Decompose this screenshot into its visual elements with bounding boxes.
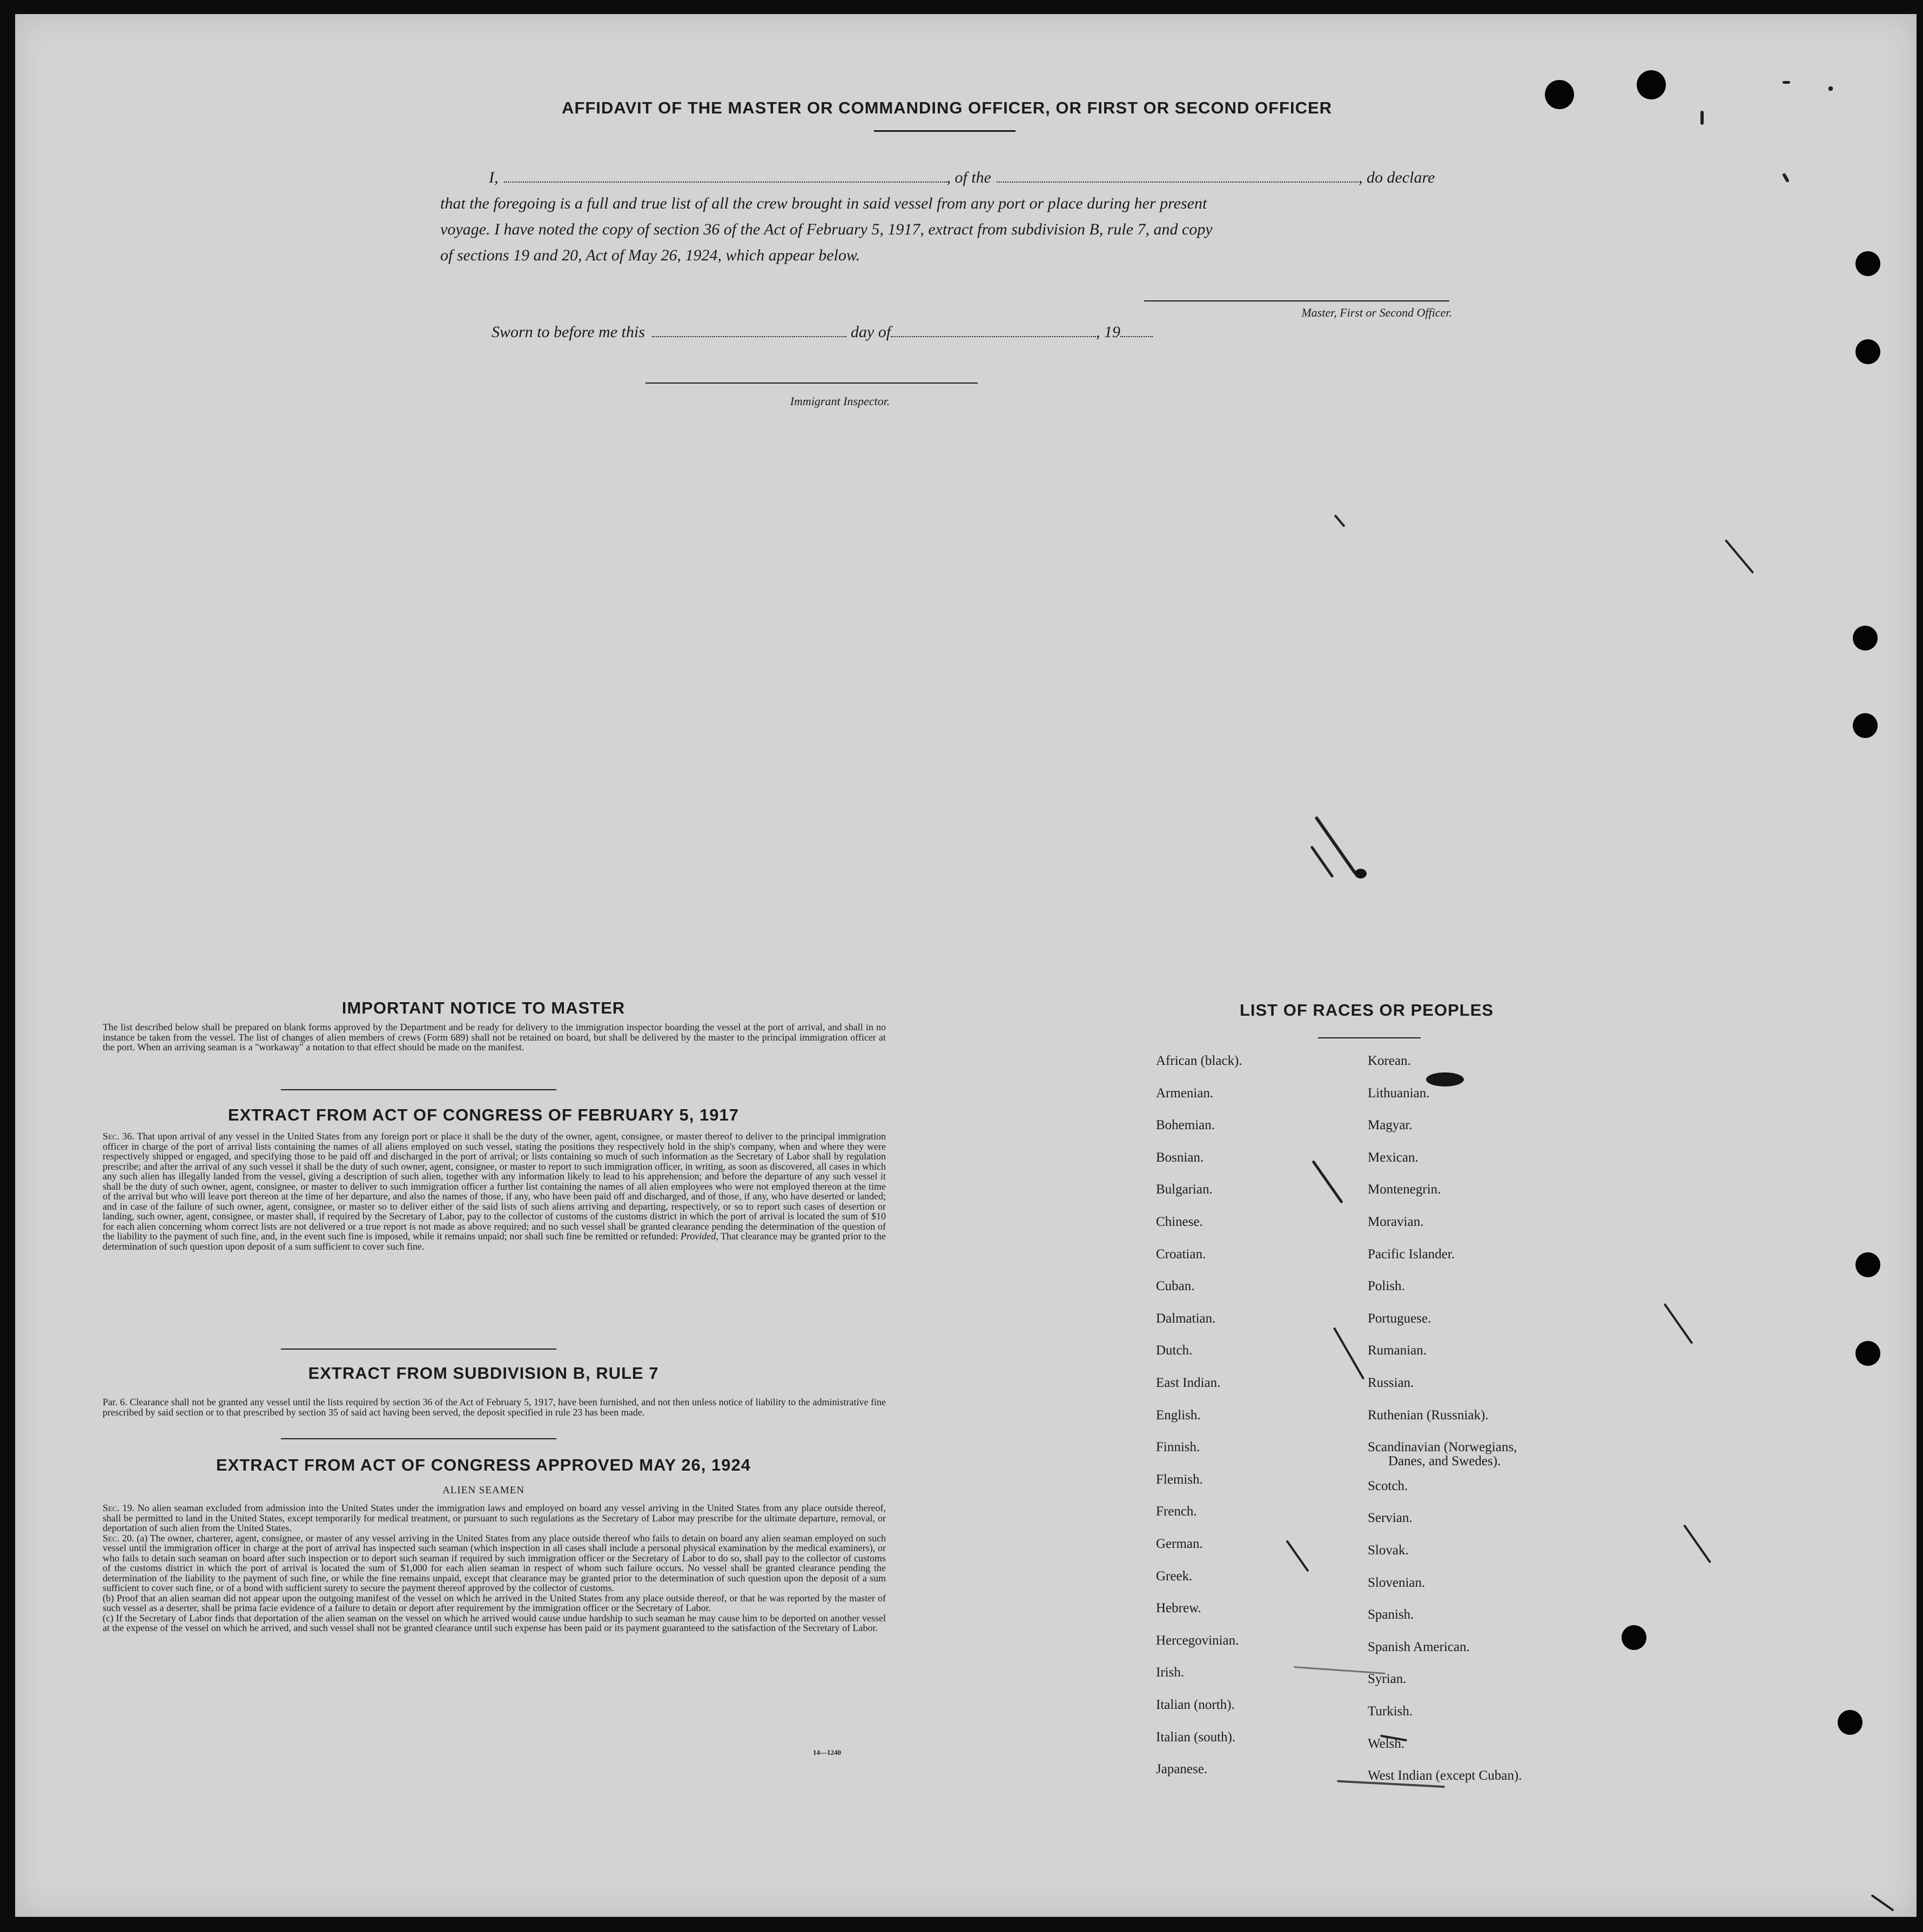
punch-hole [1853, 626, 1878, 650]
race-item-right: Korean. [1368, 1054, 1411, 1068]
race-item-right: West Indian (except Cuban). [1368, 1768, 1522, 1783]
sec-36-text: That upon arrival of any vessel in the United States from any foreign port or place it shall be the duty of the owner, agent, consignee, or master thereof to deliver to the principal immigration officer in charge of the port of arrival lists containing the names of all aliens employed on such vessel, stating the positions they respectively hold in the ship's company, when and where they were respectively shipped or engaged, and specifying those to be paid off and discharged in the port of arrival; or lists containing so much of such information as the Secretary of Labor shall by regulation prescribe; and after the arrival of any such vessel it shall be the duty of such owner, agent, consignee, or master to report to such immigration officer, in writing, as soon as discovered, all cases in which any such alien has illegally landed from the vessel, giving a description of such alien, together with any information likely to lead to his apprehension; and before the departure of any such vessel it shall be the duty of such owner, agent, consignee, or master to deliver to such immigration officer a further list containing the names of all alien employees who were not employed thereon at the time of the arrival but who will leave port thereon at the time of her departure, and also the names of those, if any, who have been paid off and discharged, and of those, if any, who have deserted or landed; and in case of the failure of such owner, agent, consignee, or master so to deliver either of the said lists of such aliens arriving and departing, respectively, or so to report such cases of desertion or landing, such owner, agent, consignee, or master shall, if required by the Secretary of Labor, pay to the collector of customs of the customs district in which the port of arrival is located the sum of $10 for each alien concerning whom correct lists are not delivered or a true report is not made as above required; and no such vessel shall be granted clearance pending the determination of the question of the liability to the payment of such fine, and, in the event such fine is imposed, while it remains unpaid; nor shall such fine be remitted or refunded: [103, 1131, 886, 1242]
extract-rule7-title: EXTRACT FROM SUBDIVISION B, RULE 7 [308, 1364, 659, 1383]
signature-line[interactable] [1144, 300, 1449, 301]
punch-hole [1637, 70, 1666, 99]
sec-20-a-text: (a) The owner, charterer, agent, consignee, or master of any vessel arriving in the United States from any place outside thereof who fails to detain on board any alien seaman employed on such vessel until the immigration officer in charge at the port of arrival has inspected such seaman (which inspection in all cases shall include a personal physical examination by the medical examiners), or who fails to detain such seaman on board after such inspection or to deport such seaman if required by such immigration officer or the Secretary of Labor to do so, shall pay to the collector of customs of the customs district in which the port of arrival is located the sum of $1,000 for each alien seaman in respect of whom such failure occurs. No vessel shall be granted clearance pending the determination of the liability to the payment of such fine, or while the fine remains unpaid, except that clearance may be granted prior to the determination of such question upon the deposit of a sum sufficient to cover such fine, or of a bond with sufficient surety to secure the payment thereof approved by the collector of customs. [103, 1532, 886, 1593]
race-item-right: Welsh. [1368, 1736, 1405, 1751]
race-item-left: Bulgarian. [1156, 1182, 1213, 1197]
race-item-right: Syrian. [1368, 1672, 1407, 1687]
sworn-statement [492, 323, 1153, 341]
ink-blot [1355, 869, 1367, 878]
alien-seamen-subtitle: ALIEN SEAMEN [442, 1485, 525, 1496]
ink-blot [1426, 1072, 1464, 1086]
affidavit-title: AFFIDAVIT OF THE MASTER OR COMMANDING OFFICER, OR FIRST OR SECOND OFFICER [562, 98, 1333, 117]
sec-20-label: Sec. 20. [103, 1532, 135, 1544]
race-item-right: Portuguese. [1368, 1311, 1431, 1326]
race-item-left: Armenian. [1156, 1085, 1214, 1101]
sec-19-text: No alien seaman excluded from admission into the United States under the immigration laws and employed on board any vessel arriving in the United States from any place outside thereof, shall be permitted to land in the United States, except temporarily for medical treatment, or pursuant to such regulations as the Secretary of Labor may prescribe for the ultimate departure, removal, or deportation of such alien from the United States. [103, 1502, 886, 1533]
sworn-year-blank[interactable] [1120, 336, 1153, 337]
race-item-left: Dalmatian. [1156, 1311, 1216, 1326]
race-item-left: African (black). [1156, 1054, 1242, 1068]
declaration-line-2: that the foregoing is a full and true list of all the crew brought in said vessel from any port or place during her present [440, 194, 1207, 212]
sworn-month-blank[interactable] [891, 336, 1096, 337]
punch-hole [1855, 339, 1880, 364]
provided-word: Provided, [680, 1231, 718, 1242]
declaration-of-the: , of the [946, 169, 991, 186]
race-item-right: Lithuanian. [1368, 1085, 1430, 1101]
race-item-left: East Indian. [1156, 1376, 1221, 1390]
sworn-day-of: day of [850, 323, 891, 341]
race-item-right: Montenegrin. [1368, 1182, 1441, 1197]
race-item-right: Ruthenian (Russniak). [1368, 1407, 1489, 1423]
extract-1917-title: EXTRACT FROM ACT OF CONGRESS OF FEBRUARY 5, 1917 [228, 1105, 739, 1124]
punch-hole [1855, 1341, 1880, 1366]
notice-text: The list described below shall be prepared on blank forms approved by the Department and be ready for delivery to the immigration inspector boarding the vessel at the port of arrival, and shall in no instance be taken from the vessel. The list of changes of alien members of crews (Form 689) shall not be retained on board, but shall be delivered by the master to the principal immigration officer at the port. When an arriving seaman is a "workaway" a notation to that effect should be made on the manifest. [103, 1022, 886, 1052]
ink-mark [1783, 81, 1790, 84]
punch-hole [1545, 80, 1574, 109]
vessel-name-blank[interactable] [997, 182, 1359, 183]
race-item-right: Slovenian. [1368, 1575, 1426, 1590]
punch-hole [1838, 1710, 1863, 1735]
race-item-right: Spanish American. [1368, 1639, 1470, 1654]
race-item-left: Chinese. [1156, 1215, 1203, 1229]
section-rule [281, 1349, 556, 1350]
race-item-left: Bosnian. [1156, 1150, 1204, 1165]
sec-36-label: Sec. 36. [103, 1131, 135, 1142]
races-title: LIST OF RACES OR PEOPLES [1239, 1001, 1494, 1019]
affidavit-declaration [440, 165, 1488, 269]
sec-20-c-text: (c) If the Secretary of Labor finds that deportation of the alien seaman on the vessel on which he arrived would cause undue hardship to such seaman he may cause him to be deported on another vessel at the expense of the vessel on which he arrived, and such vessel shall not be granted clearance until such expense has been paid or its payment guaranteed to the satisfaction of the Secretary of Labor. [103, 1612, 886, 1633]
sec-20-b-text: (b) Proof that an alien seaman did not appear upon the outgoing manifest of the vessel on which he arrived in the United States from any place outside thereof, or that he was reported by the master of such vessel as a deserter, shall be prima facie evidence of a failure to detain or deport after requirement by the immigration officer or the Secretary of Labor. [103, 1592, 886, 1613]
race-item-left: Japanese. [1156, 1762, 1208, 1777]
inspector-signature-line[interactable] [646, 383, 978, 384]
race-item-left: French. [1156, 1504, 1197, 1519]
declaration-line-4: of sections 19 and 20, Act of May 26, 1924, which appear below. [440, 246, 860, 264]
race-item-right: Spanish. [1368, 1607, 1414, 1622]
race-item-left: Italian (north). [1156, 1698, 1235, 1712]
punch-hole [1855, 251, 1880, 276]
declaration-do-declare: , do declare [1359, 169, 1435, 186]
race-item-left: Hebrew. [1156, 1601, 1201, 1616]
ink-mark [1828, 86, 1833, 91]
race-item-right: Turkish. [1368, 1704, 1413, 1719]
section-rule [281, 1438, 556, 1439]
race-item-left: Italian (south). [1156, 1729, 1236, 1745]
ink-mark [1700, 111, 1704, 125]
race-item-left: Greek. [1156, 1568, 1193, 1584]
race-item-left: Finnish. [1156, 1440, 1200, 1455]
race-item-right: Magyar. [1368, 1118, 1413, 1133]
race-item-right: Polish. [1368, 1279, 1405, 1294]
race-item-left: Bohemian. [1156, 1118, 1215, 1133]
sworn-prefix: Sworn to before me this [492, 323, 645, 341]
race-item-right: Pacific Islander. [1368, 1246, 1455, 1262]
race-item-right: Scotch. [1368, 1478, 1408, 1493]
race-item-left: Flemish. [1156, 1472, 1203, 1487]
race-item-left: Dutch. [1156, 1343, 1193, 1358]
notice-body [81, 1022, 886, 1052]
notice-title: IMPORTANT NOTICE TO MASTER [341, 998, 626, 1017]
extract-1924-title: EXTRACT FROM ACT OF CONGRESS APPROVED MAY 26, 1924 [216, 1455, 751, 1474]
race-item-right: Mexican. [1368, 1150, 1418, 1165]
punch-hole [1855, 1252, 1880, 1277]
inspector-caption: Immigrant Inspector. [790, 394, 890, 408]
sworn-day-blank[interactable] [652, 336, 846, 337]
rule7-text: Par. 6. Clearance shall not be granted any vessel until the lists required by section 36 of the Act of February 5, 1917, have been furnished, and not then unless notice of liability to the administrative fine prescribed by said section or to that prescribed by section 35 of said act having been served, the deposit specified in rule 23 has been made. [103, 1397, 886, 1418]
sworn-year-prefix: , 19 [1096, 323, 1121, 341]
signature-caption: Master, First or Second Officer. [1301, 306, 1452, 319]
sec-19-label: Sec. 19. [103, 1502, 135, 1513]
extract-rule7-body [81, 1397, 886, 1417]
race-item-left: English. [1156, 1407, 1201, 1423]
race-item-continuation: Danes, and Swedes). [1388, 1454, 1501, 1469]
declaration-line-1 [440, 165, 1488, 191]
race-item-right: Servian. [1368, 1511, 1413, 1526]
race-item-left: Cuban. [1156, 1279, 1195, 1294]
sec-36-text-end: That clearance may be granted prior to the determination of such question upon deposit of a sum sufficient to cover such fine. [103, 1231, 886, 1252]
race-item-right: Scandinavian (Norwegians, [1368, 1440, 1517, 1455]
races-title-rule [1318, 1037, 1421, 1038]
title-rule [874, 130, 1016, 132]
section-rule [281, 1089, 556, 1090]
race-item-left: Hercegovinian. [1156, 1633, 1239, 1648]
punch-hole [1853, 713, 1878, 738]
declaration-i: I, [489, 169, 499, 186]
race-item-right: Moravian. [1368, 1215, 1424, 1229]
extract-1917-body [81, 1131, 886, 1251]
race-item-right: Slovak. [1368, 1543, 1409, 1558]
extract-1924-body [81, 1503, 886, 1633]
race-item-left: German. [1156, 1537, 1203, 1551]
officer-name-blank[interactable] [504, 182, 947, 183]
race-item-left: Croatian. [1156, 1246, 1206, 1262]
punch-hole [1622, 1625, 1646, 1650]
form-number: 14—1240 [813, 1748, 841, 1756]
declaration-line-3: voyage. I have noted the copy of section 36 of the Act of February 5, 1917, extract from subdivision B, rule 7, and copy [440, 220, 1213, 238]
race-item-left: Irish. [1156, 1665, 1185, 1680]
race-item-right: Russian. [1368, 1376, 1414, 1390]
race-item-right: Rumanian. [1368, 1343, 1427, 1358]
